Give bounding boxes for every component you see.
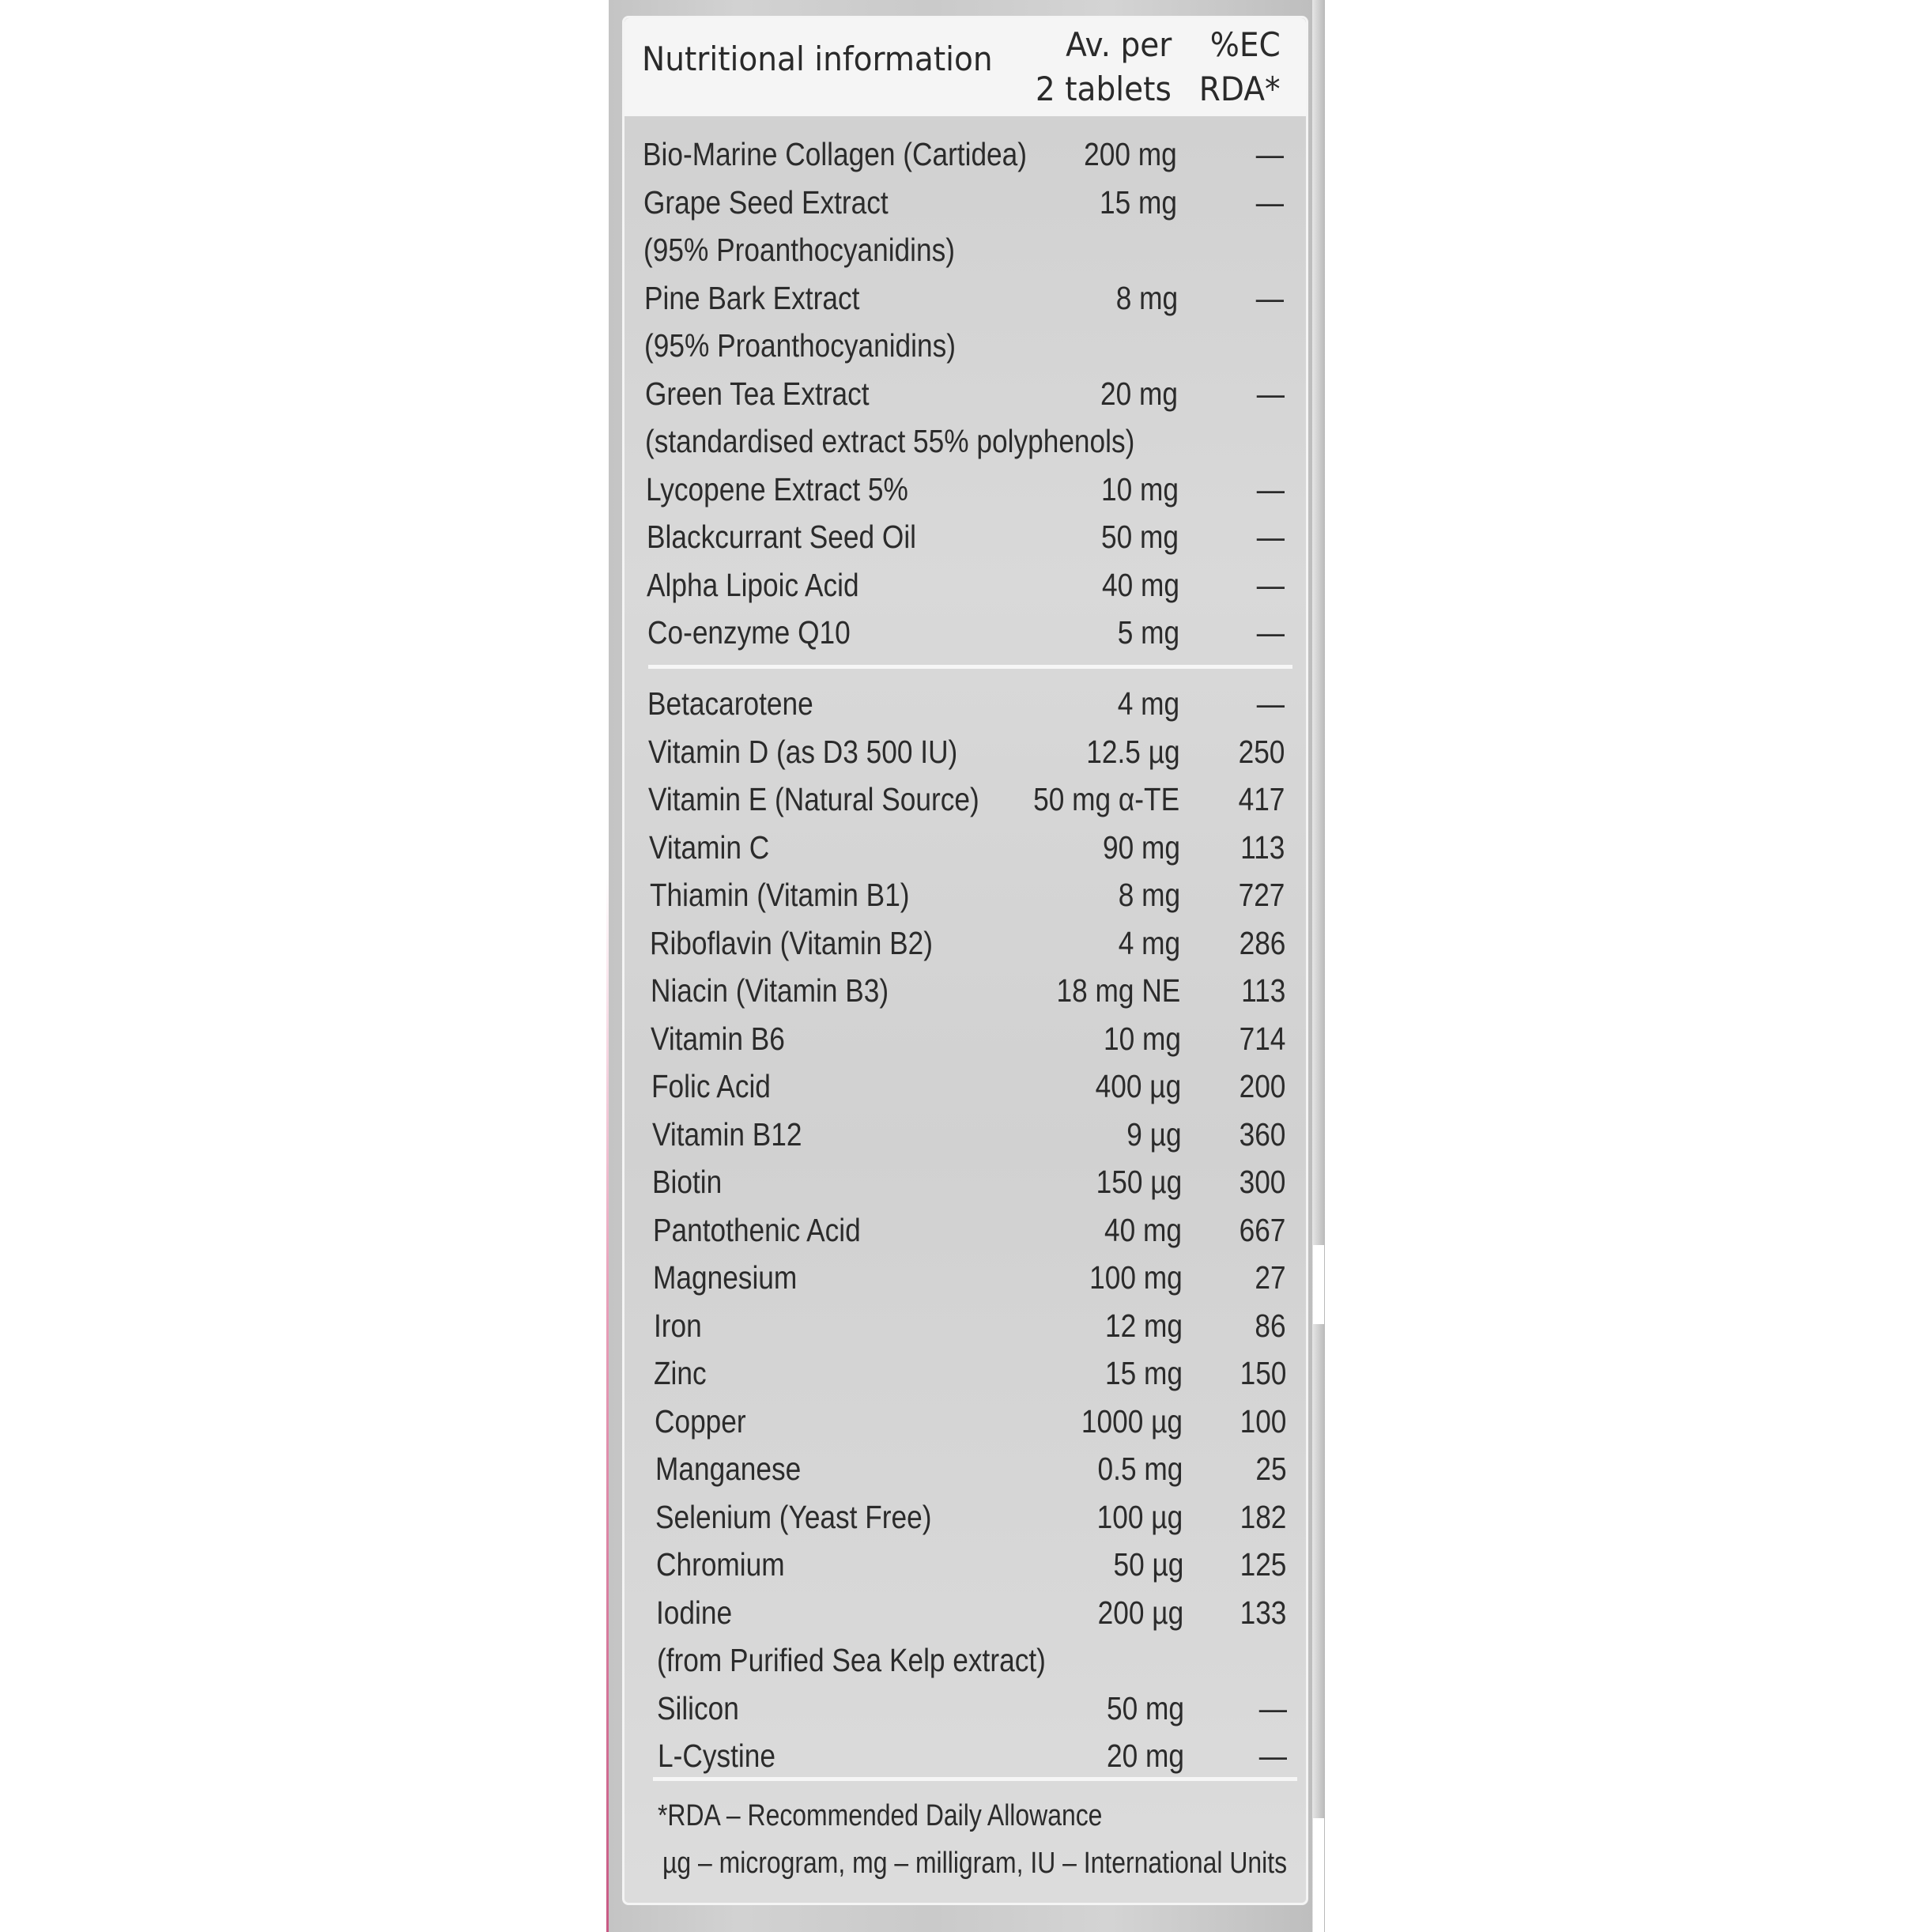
nutrient-rda: —	[1256, 470, 1285, 508]
nutrient-name: Manganese	[655, 1451, 801, 1487]
nutrient-name: Bio-Marine Collagen (Cartidea)	[643, 136, 1028, 172]
box-edge-notch-bottom	[1313, 1818, 1324, 1932]
nutrient-amount: 18 mg NE	[1056, 972, 1181, 1009]
nutrient-amount: 15 mg	[1104, 1355, 1183, 1391]
nutrient-amount: 150 µg	[1096, 1164, 1182, 1200]
nutrient-name: Betacarotene	[647, 685, 814, 722]
nutrient-amount: 200 µg	[1097, 1594, 1184, 1631]
nutrient-name: Vitamin E (Natural Source)	[648, 781, 980, 817]
nutrient-rda: —	[1257, 685, 1285, 722]
nutrient-name: Riboflavin (Vitamin B2)	[650, 924, 934, 961]
nutrient-rda: 417	[1238, 781, 1285, 817]
nutrient-name: Vitamin B6	[651, 1020, 786, 1057]
nutrient-amount: 50 µg	[1112, 1546, 1183, 1583]
nutrient-amount: 20 mg	[1107, 1738, 1184, 1774]
nutrient-rda: 150	[1240, 1355, 1287, 1391]
nutrient-rda: 125	[1240, 1546, 1287, 1583]
nutrient-rda: —	[1256, 614, 1285, 651]
box-edge-notch	[1313, 1245, 1324, 1324]
nutrient-amount: 10 mg	[1103, 1020, 1181, 1057]
nutrient-name: Pine Bark Extract	[643, 279, 860, 316]
nutrient-amount: 50 mg	[1101, 519, 1179, 555]
nutrient-name: Alpha Lipoic Acid	[647, 566, 859, 603]
nutrient-rda: —	[1256, 566, 1285, 603]
section-separator	[648, 665, 1292, 669]
nutrient-amount: 40 mg	[1101, 566, 1179, 603]
nutrient-name: Thiamin (Vitamin B1)	[649, 877, 910, 913]
box-side-strip	[1312, 0, 1325, 1932]
footnote-rda: *RDA – Recommended Daily Allowance	[658, 1799, 1103, 1832]
nutrient-name: Green Tea Extract	[644, 375, 870, 412]
nutrient-name: Biotin	[652, 1164, 723, 1200]
nutrient-rda: 360	[1239, 1115, 1286, 1153]
nutrient-amount: 100 mg	[1089, 1259, 1183, 1296]
nutrient-rda: 300	[1239, 1164, 1286, 1200]
nutrient-rda: —	[1256, 519, 1285, 555]
nutrient-amount: 8 mg	[1118, 877, 1181, 913]
nutrient-amount: 20 mg	[1100, 375, 1179, 412]
nutrient-rda: 286	[1239, 924, 1285, 961]
nutrient-rda: 250	[1238, 733, 1285, 770]
nutrient-rda: 25	[1255, 1451, 1287, 1487]
nutrient-name: Pantothenic Acid	[652, 1211, 861, 1248]
nutrient-name: Folic Acid	[651, 1068, 771, 1104]
nutrient-name: Co-enzyme Q10	[647, 614, 851, 651]
nutrient-name: (95% Proanthocyanidins)	[644, 327, 957, 364]
nutrient-name: Iodine	[656, 1594, 733, 1631]
nutrient-rda: 714	[1239, 1020, 1286, 1057]
footnote-units: µg – microgram, mg – milligram, IU – International Units	[662, 1847, 1288, 1880]
nutrition-title: Nutritional information	[642, 40, 993, 78]
nutrient-amount: 9 µg	[1126, 1115, 1182, 1153]
nutrient-amount: 4 mg	[1117, 685, 1179, 722]
nutrient-amount: 100 µg	[1097, 1498, 1183, 1535]
nutrient-name: Vitamin B12	[651, 1115, 802, 1153]
nutrient-name: (standardised extract 55% polyphenols)	[645, 423, 1135, 459]
nutrient-amount: 90 mg	[1102, 828, 1180, 866]
nutrient-amount: 1000 µg	[1081, 1402, 1183, 1440]
nutrient-name: Magnesium	[653, 1259, 798, 1296]
nutrient-rda: —	[1255, 136, 1284, 172]
nutrient-rda: 100	[1240, 1402, 1287, 1440]
nutrient-name: Chromium	[655, 1546, 785, 1583]
nutrient-rda: 86	[1255, 1307, 1286, 1344]
nutrient-amount: 200 mg	[1084, 136, 1177, 172]
nutrient-name: Iron	[653, 1307, 702, 1344]
nutrient-amount: 10 mg	[1100, 470, 1179, 508]
nutrient-rda: 727	[1238, 877, 1285, 913]
nutrient-name: Niacin (Vitamin B3)	[650, 972, 889, 1009]
nutrient-amount: 15 mg	[1100, 183, 1178, 221]
nutrient-rda: 200	[1239, 1068, 1286, 1104]
nutrient-name: Lycopene Extract 5%	[646, 470, 908, 508]
nutrient-name: (95% Proanthocyanidins)	[643, 232, 956, 268]
nutrient-rda: 667	[1239, 1211, 1286, 1248]
nutrient-amount: 8 mg	[1115, 279, 1178, 316]
nutrient-name: Copper	[654, 1402, 746, 1440]
nutrient-amount: 50 mg	[1106, 1689, 1184, 1726]
nutrient-name: Blackcurrant Seed Oil	[646, 519, 916, 555]
nutrient-amount: 5 mg	[1117, 614, 1179, 651]
nutrient-rda: 182	[1240, 1498, 1287, 1535]
nutrient-name: (from Purified Sea Kelp extract)	[656, 1642, 1046, 1678]
nutrient-amount: 12 mg	[1104, 1307, 1183, 1344]
nutrient-rda: —	[1255, 183, 1285, 221]
nutrient-rda: 113	[1240, 972, 1286, 1009]
nutrient-name: Grape Seed Extract	[643, 183, 889, 221]
nutrient-amount: 0.5 mg	[1097, 1451, 1183, 1487]
left-margin	[0, 0, 609, 1932]
nutrient-amount: 400 µg	[1095, 1068, 1182, 1104]
nutrient-name: Selenium (Yeast Free)	[655, 1498, 932, 1535]
nutrient-name: Zinc	[654, 1355, 708, 1391]
nutrient-amount: 40 mg	[1104, 1211, 1182, 1248]
nutrient-amount: 12.5 µg	[1085, 733, 1180, 770]
rda-column-header-line1: %EC	[1209, 25, 1281, 64]
rda-column-header-line2: RDA*	[1199, 70, 1281, 108]
nutrient-amount: 4 mg	[1118, 924, 1181, 961]
nutrient-name: L-Cystine	[658, 1738, 775, 1774]
nutrient-rda: —	[1256, 279, 1285, 316]
amount-column-header-line1: Av. per	[1065, 25, 1172, 64]
nutrient-amount: 50 mg α-TE	[1033, 781, 1180, 817]
nutrient-rda: —	[1258, 1689, 1287, 1726]
nutrient-rda: 113	[1240, 828, 1285, 866]
nutrient-name: Vitamin C	[649, 828, 770, 866]
right-margin	[1325, 0, 1932, 1932]
nutrient-rda: —	[1258, 1738, 1287, 1774]
nutrient-rda: —	[1256, 375, 1285, 412]
nutrient-rda: 27	[1255, 1259, 1286, 1296]
nutrient-name: Silicon	[657, 1689, 740, 1726]
footer-separator	[653, 1777, 1297, 1781]
amount-column-header-line2: 2 tablets	[1036, 70, 1172, 108]
nutrient-name: Vitamin D (as D3 500 IU)	[647, 733, 958, 770]
nutrient-rda: 133	[1240, 1594, 1287, 1631]
